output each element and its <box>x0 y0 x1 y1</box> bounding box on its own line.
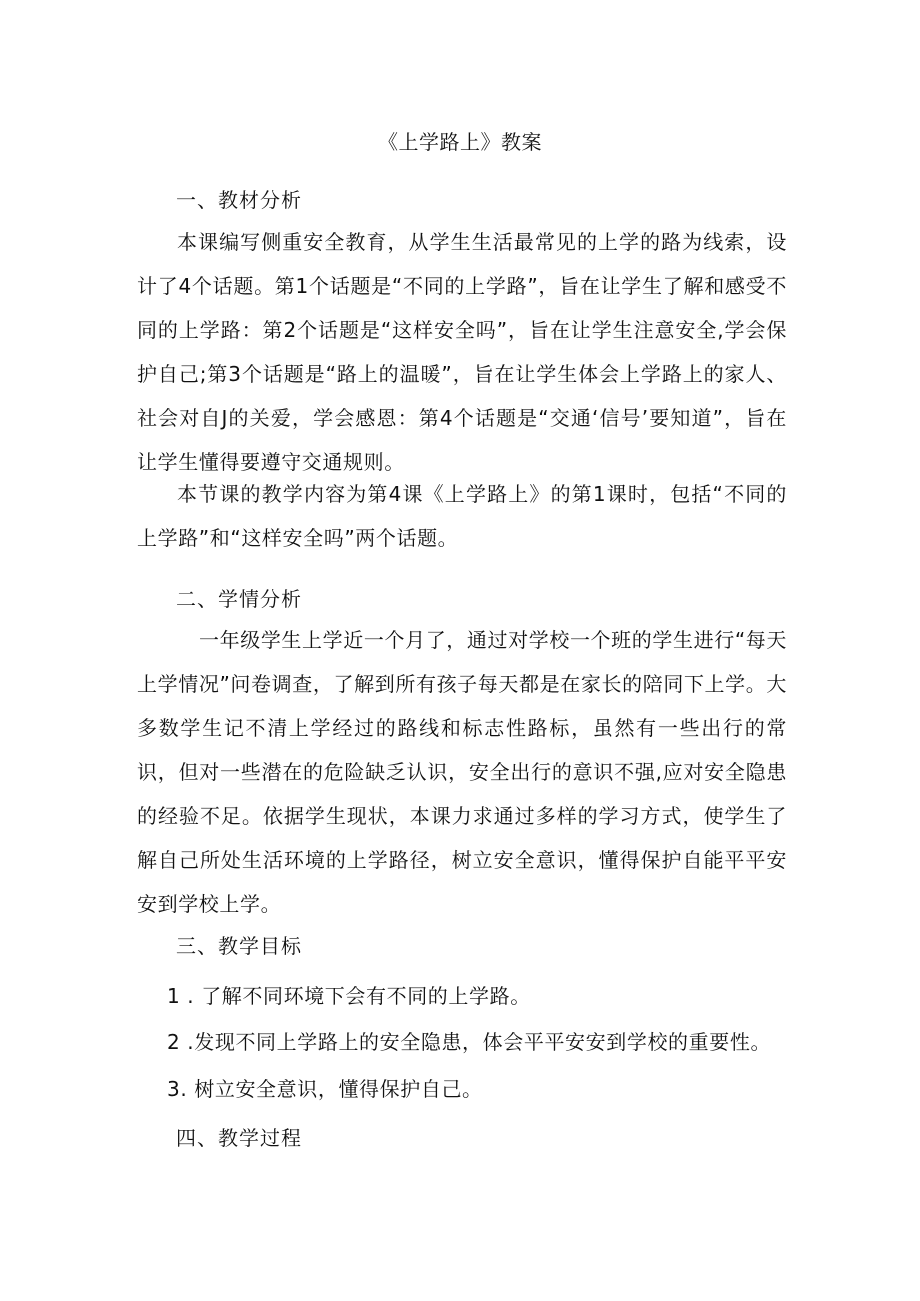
objective-item-3: 3. 树立安全意识，懂得保护自己。 <box>167 1077 483 1101</box>
section-heading-objectives: 三、教学目标 <box>176 934 302 958</box>
objective-item-1: 1 . 了解不同环境下会有不同的上学路。 <box>167 984 531 1008</box>
page-title: 《上学路上》教案 <box>378 130 542 154</box>
paragraph-materials-analysis: 本课编写侧重安全教育，从学生生活最常见的上学的路为线索，设计了4个话题。第1个话题是“不同的上学路”，旨在让学生了解和感受不同的上学路：第2个话题是“这样安全吗”，旨在让学生注意安全,学会保护自己;第3个话题是“路上的温暖”，旨在让学生体会上学路上的家人、社会对自J的关爱，学会感恩：第4个话题是“交通‘信号’要知道”，旨在让学生懂得要遵守交通规则。 <box>137 230 787 474</box>
paragraph-lesson-content: 本节课的教学内容为第4课《上学路上》的第1课时，包括“不同的上学路”和“这样安全吗”两个话题。 <box>137 482 787 550</box>
section-heading-learner-analysis: 二、学情分析 <box>176 587 302 611</box>
section-heading-materials: 一、教材分析 <box>176 188 302 212</box>
objective-item-2: 2 .发现不同上学路上的安全隐患，体会平平安安到学校的重要性。 <box>167 1030 772 1054</box>
paragraph-learner-analysis: 一年级学生上学近一个月了，通过对学校一个班的学生进行“每天上学情况”问卷调查，了解到所有孩子每天都是在家长的陪同下上学。大多数学生记不清上学经过的路线和标志性路标，虽然有一些出行的常识，但对一些潜在的危险缺乏认识，安全出行的意识不强,应对安全隐患的经验不足。依据学生现状，本课力求通过多样的学习方式，使学生了解自己所处生活环境的上学路径，树立安全意识，懂得保护自能平平安安到学校上学。 <box>137 628 787 916</box>
section-heading-process: 四、教学过程 <box>176 1126 302 1150</box>
